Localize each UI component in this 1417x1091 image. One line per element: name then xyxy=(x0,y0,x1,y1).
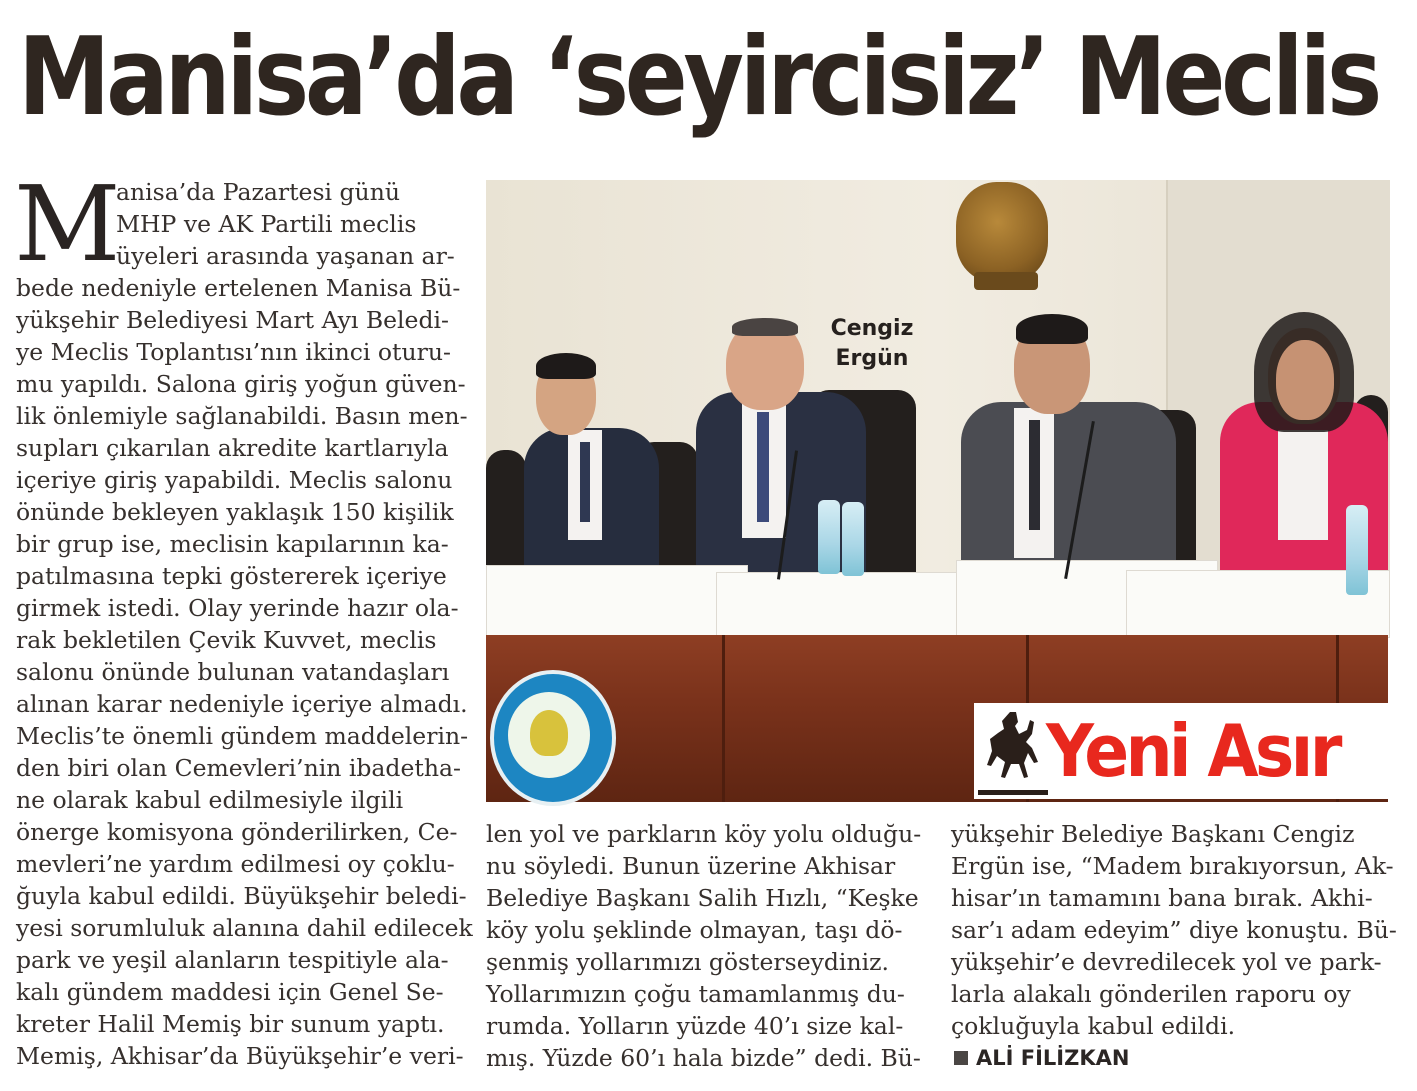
article-line: Ergün ise, “Madem bırakıyorsun, Ak- xyxy=(951,852,1394,880)
article-line: salonu önünde bulunan vatandaşları xyxy=(16,658,450,686)
article-line: önünde bekleyen yaklaşık 150 kişilik xyxy=(16,498,454,526)
article-line: mevleri’ne yardım edilmesi oy çoklu- xyxy=(16,850,455,878)
article-line: supları çıkarılan akredite kartlarıyla xyxy=(16,434,449,462)
article-line: kreter Halil Memiş bir sunum yaptı. xyxy=(16,1010,445,1038)
article-line: rak bekletilen Çevik Kuvvet, meclis xyxy=(16,626,437,654)
byline-author: ALİ FİLİZKAN xyxy=(976,1046,1130,1070)
article-line: kalı gündem maddesi için Genel Se- xyxy=(16,978,444,1006)
bust-base xyxy=(974,272,1038,290)
person-tie xyxy=(1029,420,1040,530)
desk-papers xyxy=(486,565,748,637)
photo-caption-line: Ergün xyxy=(835,346,909,371)
article-line: sar’ı adam edeyim” diye konuştu. Bü- xyxy=(951,916,1397,944)
article-line: park ve yeşil alanların tespitiyle ala- xyxy=(16,946,449,974)
article-line: önerge komisyona gönderilirken, Ce- xyxy=(16,818,458,846)
article-line: nu söyledi. Bunun üzerine Akhisar xyxy=(486,852,896,880)
article-line: yükşehir’e devredilecek yol ve park- xyxy=(951,948,1382,976)
byline-square-icon xyxy=(954,1051,968,1065)
article-line: len yol ve parkların köy yolu olduğu- xyxy=(486,820,922,848)
water-bottle xyxy=(818,500,840,574)
article-line: ğuyla kabul edildi. Büyükşehir beledi- xyxy=(16,882,467,910)
person-shirt xyxy=(1278,430,1328,540)
bust-sculpture xyxy=(956,182,1048,282)
article-line: yükşehir Belediyesi Mart Ayı Beledi- xyxy=(16,306,449,334)
headline: Manisa’da ‘seyircisiz’ Meclis xyxy=(18,15,1378,140)
article-line: rumda. Yolların yüzde 40’ı size kal- xyxy=(486,1012,904,1040)
person-tie xyxy=(757,412,769,522)
article-line: alınan karar nedeniyle içeriye almadı. xyxy=(16,690,468,718)
article-line: köy yolu şeklinde olmayan, taşı dö- xyxy=(486,916,903,944)
person-hair xyxy=(732,318,798,336)
logo-wordmark: Yeni Asır xyxy=(1046,709,1339,793)
person-tie xyxy=(580,442,590,522)
article-line: Memiş, Akhisar’da Büyükşehir’e veri- xyxy=(16,1042,464,1070)
article-line: yesi sorumluluk alanına dahil edilecek xyxy=(16,914,473,942)
photo-caption-line: Cengiz xyxy=(830,316,914,341)
horse-rider-icon xyxy=(976,706,1050,796)
article-line: ne olarak kabul edilmesiyle ilgili xyxy=(16,786,404,814)
article-line: hisar’ın tamamını bana bırak. Akhi- xyxy=(951,884,1373,912)
article-line: larla alakalı gönderilen raporu oy xyxy=(951,980,1351,1008)
water-bottle xyxy=(1346,505,1368,595)
article-line: Meclis’te önemli gündem maddelerin- xyxy=(16,722,469,750)
municipality-emblem-leaf xyxy=(530,710,568,756)
article-line: çokluğuyla kabul edildi. xyxy=(951,1012,1236,1040)
person-face xyxy=(1276,340,1334,420)
article-line: Belediye Başkanı Salih Hızlı, “Keşke xyxy=(486,884,919,912)
article-column-2 xyxy=(486,818,926,1074)
desk-seam xyxy=(722,635,725,802)
article-line: anisa’da Pazartesi günü xyxy=(116,178,400,206)
yeni-asir-logo xyxy=(974,703,1388,799)
article-line: bede nedeniyle ertelenen Manisa Bü- xyxy=(16,274,461,302)
article-line: içeriye giriş yapabildi. Meclis salonu xyxy=(16,466,453,494)
article-line: şenmiş yollarımızı gösterseydiniz. xyxy=(486,948,889,976)
article-column-3 xyxy=(951,818,1397,1042)
article-line: mu yapıldı. Salona giriş yoğun güven- xyxy=(16,370,466,398)
article-line: Yollarımızın çoğu tamamlanmış du- xyxy=(486,980,905,1008)
byline xyxy=(954,1044,1129,1072)
article-column-1 xyxy=(16,176,472,1072)
photo-caption xyxy=(824,314,920,374)
article-line: girmek istedi. Olay yerinde hazır ola- xyxy=(16,594,459,622)
article-line: den biri olan Cemevleri’nin ibadetha- xyxy=(16,754,461,782)
article-line: patılmasına tepki göstererek içeriye xyxy=(16,562,447,590)
article-line: yükşehir Belediye Başkanı Cengiz xyxy=(951,820,1355,848)
person-hair xyxy=(1016,314,1088,344)
article-line: lik önlemiyle sağlanabildi. Basın men- xyxy=(16,402,468,430)
article-line: üyeleri arasında yaşanan ar- xyxy=(116,242,455,270)
article-line: ye Meclis Toplantısı’nın ikinci oturu- xyxy=(16,338,451,366)
drop-cap: M xyxy=(14,163,121,285)
article-line: mış. Yüzde 60’ı hala bizde” dedi. Bü- xyxy=(486,1044,921,1072)
article-line: MHP ve AK Partili meclis xyxy=(116,210,417,238)
article-line: bir grup ise, meclisin kapılarının ka- xyxy=(16,530,449,558)
water-bottle xyxy=(842,502,864,576)
person-hair xyxy=(536,353,596,379)
